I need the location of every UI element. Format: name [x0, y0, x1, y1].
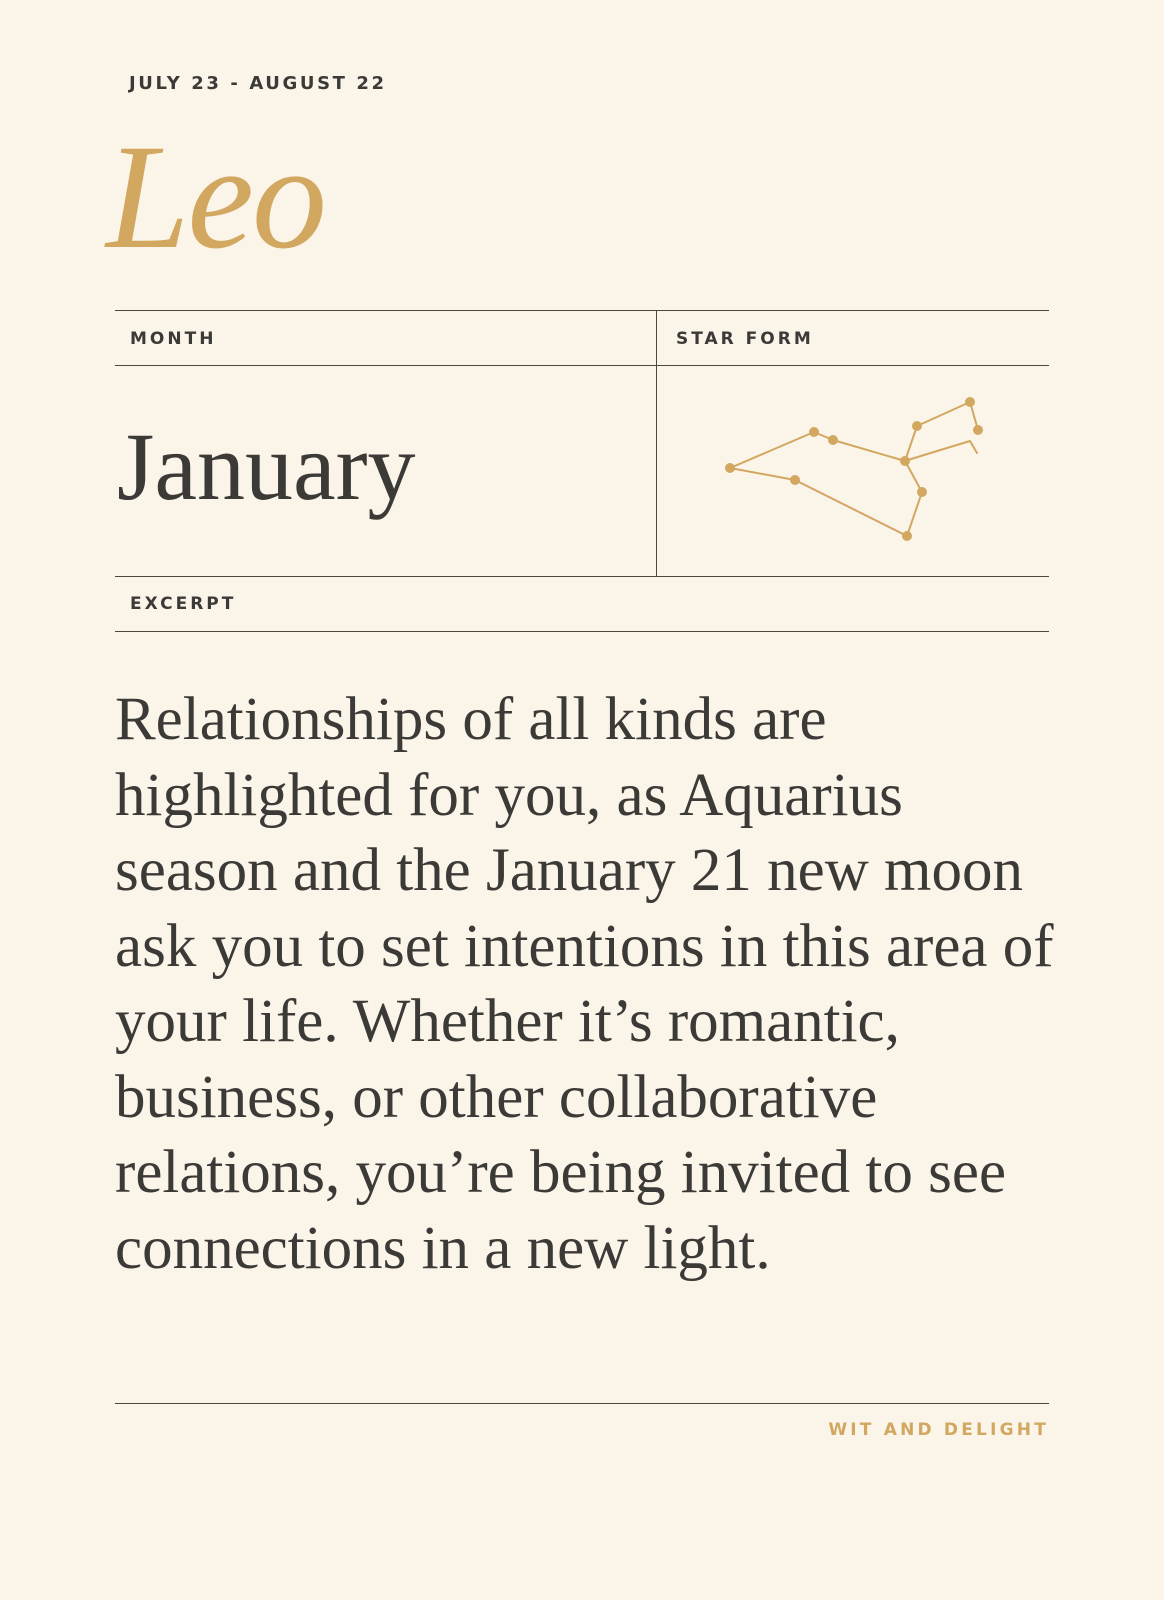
- excerpt-text: Relationships of all kinds are highlighted for you, as Aquarius season and the January 21 new moon ask you to set intentions in this area of your life. Whether it’s romantic, business, or other collaborative relations, you’re being invited to see connections in a new light.: [115, 686, 1054, 1282]
- sign-title: Leo: [106, 114, 325, 280]
- star-form-label: STAR FORM: [676, 329, 814, 349]
- table-top-rule: [115, 310, 1049, 311]
- month-label: MONTH: [130, 329, 217, 349]
- table-column-divider: [656, 311, 657, 577]
- leo-constellation-icon: [700, 380, 1000, 550]
- footer-rule: [115, 1403, 1049, 1404]
- brand-name: WIT AND DELIGHT: [828, 1420, 1049, 1440]
- table-header-rule: [115, 365, 1049, 366]
- excerpt-label: EXCERPT: [130, 594, 237, 614]
- month-value: January: [117, 413, 416, 520]
- date-range: JULY 23 - AUGUST 22: [129, 73, 387, 94]
- table-middle-rule: [115, 576, 1049, 577]
- table-bottom-rule: [115, 631, 1049, 632]
